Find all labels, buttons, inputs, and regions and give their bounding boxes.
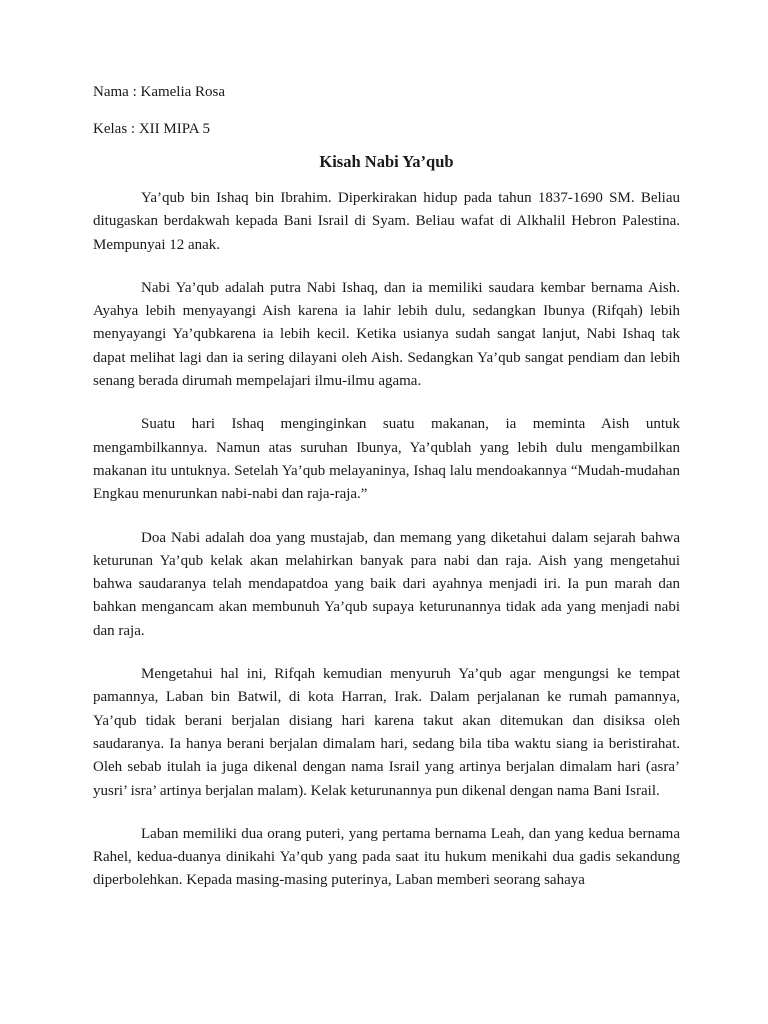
paragraph-6: Laban memiliki dua orang puteri, yang pertama bernama Leah, dan yang kedua bernama Rahel, kedua-duanya dinikahi Ya’qub yang pada saat itu hukum menikahi dua gadis sekandung diperbolehkan. Kepada masing-masing puterinya, Laban memberi seorang sahaya <box>93 825 680 889</box>
paragraph-2: Nabi Ya’qub adalah putra Nabi Ishaq, dan ia memiliki saudara kembar bernama Aish. Ayahya lebih menyayangi Aish karena ia lahir lebih dulu, sedangkan Ibunya (Rifqah) lebih menyayangi Ya’qubkarena ia lebih kecil. Ketika usianya sudah sangat lanjut, Nabi Ishaq tak dapat melihat lagi dan ia sering dilayani oleh Aish. Sedangkan Ya’qub sangat pendiam dan lebih senang berada dirumah mempelajari ilmu-ilmu agama. <box>93 279 680 390</box>
paragraph-3: Suatu hari Ishaq menginginkan suatu makanan, ia meminta Aish untuk mengambilkannya. Namun atas suruhan Ibunya, Ya’qublah yang lebih dulu mengambilkan makanan itu untuknya. Setelah Ya’qub melayaninya, Ishaq lalu mendoakannya “Mudah-mudahan Engkau menurunkan nabi-nabi dan raja-raja.” <box>93 416 680 503</box>
student-class: Kelas : XII MIPA 5 <box>93 121 210 137</box>
document-page <box>93 82 680 913</box>
student-name: Nama : Kamelia Rosa <box>93 84 226 100</box>
document-title: Kisah Nabi Ya’qub <box>319 152 454 171</box>
paragraph-1: Ya’qub bin Ishaq bin Ibrahim. Diperkirakan hidup pada tahun 1837-1690 SM. Beliau ditugaskan berdakwah kepada Bani Israil di Syam. Beliau wafat di Alkhalil Hebron Palestina. Mempunyai 12 anak. <box>93 190 680 253</box>
paragraph-4: Doa Nabi adalah doa yang mustajab, dan memang yang diketahui dalam sejarah bahwa keturunan Ya’qub kelak akan melahirkan banyak para nabi dan raja. Aish yang mengetahui bahwa saudaranya telah mendapatdoa yang baik dari ayahnya menjadi iri. Ia pun marah dan bahkan mengancam akan membunuh Ya’qub supaya keturunannya tidak ada yang menjadi nabi dan raja. <box>93 529 680 639</box>
paragraph-5: Mengetahui hal ini, Rifqah kemudian menyuruh Ya’qub agar mengungsi ke tempat pamannya, Laban bin Batwil, di kota Harran, Irak. Dalam perjalanan ke rumah pamannya, Ya’qub tidak berani berjalan disiang hari karena takut akan ditemukan dan disiksa oleh saudaranya. Ia hanya berani berjalan dimalam hari, sedang bila tiba waktu siang ia beristirahat. Oleh sebab itulah ia juga dikenal dengan nama Israil yang artinya berjalan dimalam hari (asra’ yusri’ isra’ artinya berjalan malam). Kelak keturunannya pun dikenal dengan nama Bani Israil. <box>93 666 680 799</box>
